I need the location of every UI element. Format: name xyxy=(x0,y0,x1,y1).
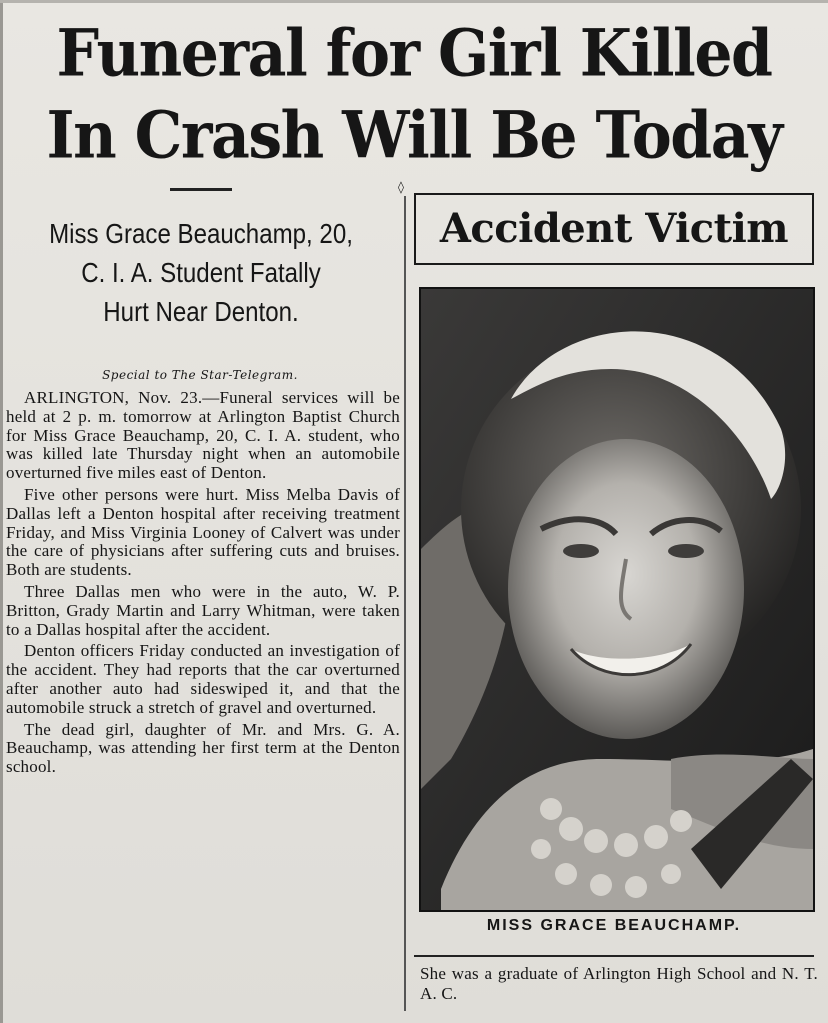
column-divider xyxy=(404,196,406,1011)
article-paragraph: ARLINGTON, Nov. 23.—Funeral services will be held at 2 p. m. tomorrow at Arlington Baptist Church for Miss Grace Beauchamp, 20, C. I. A. student, who was killed late Thursday night when an automobile overturned five miles east of Denton. xyxy=(6,388,400,483)
article-paragraph: Three Dallas men who were in the auto, W. P. Britton, Grady Martin and Larry Whitman, were taken to a Dallas hospital after the accident. xyxy=(6,581,400,639)
credit-line: Special to The Star-Telegram. xyxy=(102,368,298,382)
continuation-text: She was a graduate of Arlington High School and N. T. A. C. xyxy=(420,964,818,1003)
headline-line-1: Funeral for Girl Killed xyxy=(56,16,772,92)
photo-title-box xyxy=(414,193,814,265)
article-paragraph: The dead girl, daughter of Mr. and Mrs. G. A. Beauchamp, was attending her first term at the Denton school. xyxy=(6,719,400,777)
diamond-ornament-icon: ◊ xyxy=(398,180,404,194)
portrait-image xyxy=(421,289,813,910)
subhead-line-1: Miss Grace Beauchamp, 20, xyxy=(49,218,353,249)
subhead-line-2: C. I. A. Student Fatally xyxy=(81,257,321,288)
caption-continuation xyxy=(420,964,818,1003)
headline-rule xyxy=(170,188,232,191)
article-body xyxy=(6,389,400,777)
article-paragraph: Five other persons were hurt. Miss Melba Davis of Dallas left a Denton hospital after receiving treatment Friday, and Miss Virginia Looney of Calvert was under the care of physicians after suffering cuts and bruises. Both are students. xyxy=(6,484,400,580)
clipping-edge xyxy=(0,0,828,3)
photo-box-title: Accident Victim xyxy=(439,205,789,252)
photo-caption: MISS GRACE BEAUCHAMP. xyxy=(486,917,742,934)
caption-rule xyxy=(414,955,814,957)
portrait-photo xyxy=(419,287,815,912)
article-paragraph: Denton officers Friday conducted an investigation of the accident. They had reports that the car overturned after another auto had sideswiped it, and that the automobile struck a stretch of gravel and overturned. xyxy=(6,641,400,717)
headline-line-2: In Crash Will Be Today xyxy=(46,98,782,174)
subhead-line-3: Hurt Near Denton. xyxy=(103,296,299,327)
